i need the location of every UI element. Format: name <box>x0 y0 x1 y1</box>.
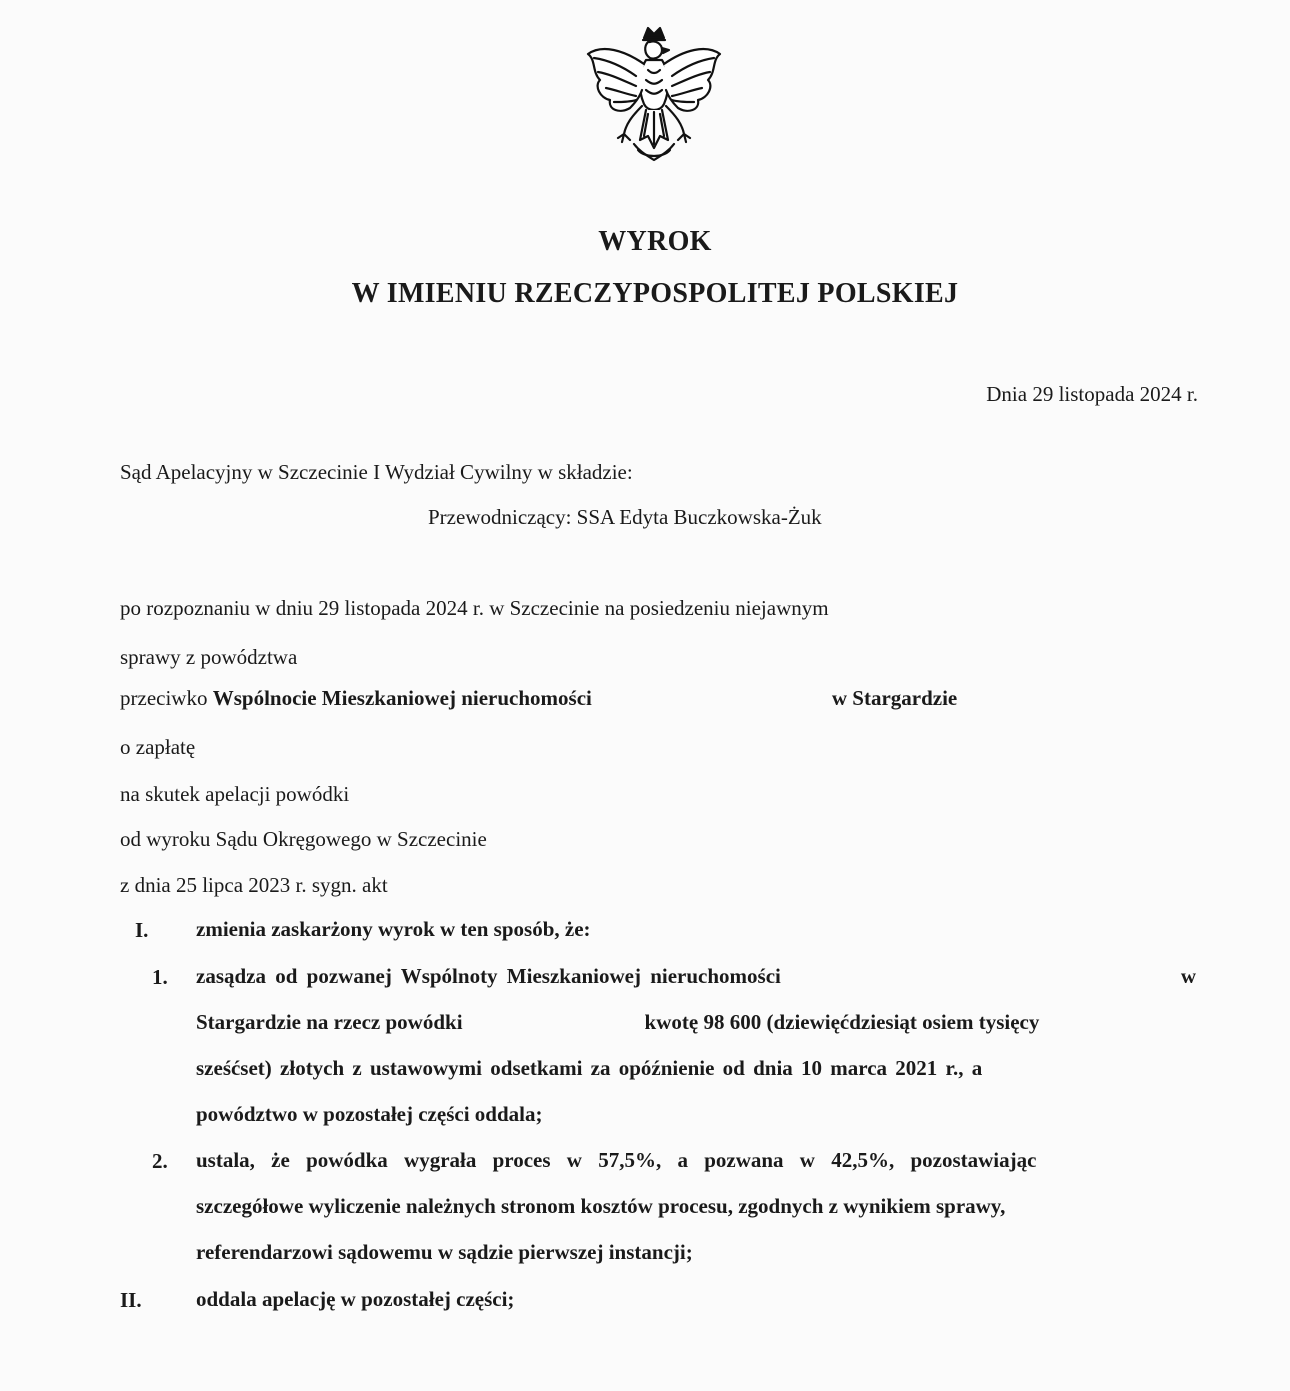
case-line-defendant <box>120 686 957 711</box>
subpoint-1-line-e: powództwo w pozostałej części oddala; <box>196 1102 543 1126</box>
subpoint-2-line-c: referendarzowi sądowemu w sądzie pierwszej instancji; <box>196 1240 693 1264</box>
document-subtitle: W IMIENIU RZECZYPOSPOLITEJ POLSKIEJ <box>351 278 959 309</box>
case-line-defendant-prefix: przeciwko <box>120 686 213 710</box>
case-line-appeal: na skutek apelacji powódki <box>120 782 350 806</box>
case-line-defendant-name: Wspólnocie Mieszkaniowej nieruchomości <box>212 686 592 710</box>
ruling-point-II-number: II. <box>120 1288 142 1312</box>
ruling-subpoint-1-number: 1. <box>152 965 168 989</box>
case-line-signature: z dnia 25 lipca 2023 r. sygn. akt <box>120 873 388 897</box>
subpoint-1-line-c: kwotę 98 600 (dziewięćdziesiąt osiem tysięcy <box>644 1010 1040 1034</box>
case-line-hearing: po rozpoznaniu w dniu 29 listopada 2024 r. w Szczecinie na posiedzeniu niejawnym <box>120 596 829 620</box>
document-title: WYROK <box>598 226 712 257</box>
judgment-date: Dnia 29 listopada 2024 r. <box>986 382 1198 406</box>
subpoint-2-line-b: szczegółowe wyliczenie należnych stronom kosztów procesu, zgodnych z wynikiem sprawy, <box>196 1194 1006 1218</box>
case-line-plaintiff: sprawy z powództwa <box>120 645 298 669</box>
ruling-subpoint-2-text <box>196 1137 1196 1275</box>
ruling-point-II-text: oddala apelację w pozostałej części; <box>196 1287 515 1311</box>
case-line-defendant-city: w Stargardzie <box>831 686 958 710</box>
subpoint-1-line-a: zasądza od pozwanej Wspólnoty Mieszkaniowej nieruchomości <box>196 964 781 988</box>
ruling-point-I-text: zmienia zaskarżony wyrok w ten sposób, że: <box>196 917 591 941</box>
case-line-lower-court: od wyroku Sądu Okręgowego w Szczecinie <box>120 827 487 851</box>
subpoint-2-line-a: ustala, że powódka wygrała proces w 57,5%, a pozwana w 42,5%, pozostawiając <box>196 1148 1037 1172</box>
subpoint-1-line-w: w <box>1180 964 1196 988</box>
ruling-point-I-number: I. <box>135 918 149 942</box>
presiding-judge: Przewodniczący: SSA Edyta Buczkowska-Żuk <box>428 505 822 529</box>
ruling-subpoint-1-text <box>196 953 1196 1137</box>
subpoint-1-line-d: sześćset) złotych z ustawowymi odsetkami za opóźnienie od dnia 10 marca 2021 r., a <box>196 1056 983 1080</box>
case-line-subject: o zapłatę <box>120 735 196 759</box>
subpoint-1-line-b: Stargardzie na rzecz powódki <box>196 1010 463 1034</box>
court-composition: Sąd Apelacyjny w Szczecinie I Wydział Cywilny w składzie: <box>120 460 633 484</box>
ruling-subpoint-2-number: 2. <box>152 1149 168 1173</box>
polish-eagle-emblem <box>574 20 734 170</box>
